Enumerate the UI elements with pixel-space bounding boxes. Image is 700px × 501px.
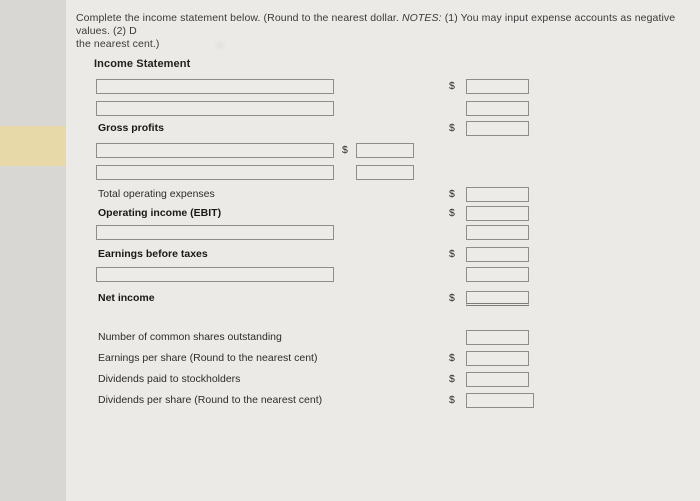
operating-expense-2-amount-input[interactable] <box>356 165 414 180</box>
statement-row <box>94 223 564 246</box>
net-income-amount-input[interactable] <box>466 291 529 306</box>
eps-input[interactable] <box>466 351 529 366</box>
revenue-amount-input[interactable] <box>466 79 529 94</box>
dollar-sign: $ <box>449 352 455 364</box>
shares-outstanding-label: Number of common shares outstanding <box>98 331 282 343</box>
dollar-sign: $ <box>449 394 455 406</box>
dividends-per-share-label: Dividends per share (Round to the nearest cent) <box>98 394 323 406</box>
dollar-sign: $ <box>449 122 455 134</box>
instructions-text <box>76 12 694 51</box>
statement-row <box>94 186 564 205</box>
total-operating-expenses-label: Total operating expenses <box>98 188 215 200</box>
total-operating-expenses-amount-input[interactable] <box>466 187 529 202</box>
dollar-sign: $ <box>449 248 455 260</box>
statement-row <box>94 205 564 223</box>
dollar-sign: $ <box>449 207 455 219</box>
statement-row <box>94 120 564 140</box>
dividends-paid-input[interactable] <box>466 372 529 387</box>
instructions-line2: the nearest cent.) <box>76 38 160 50</box>
statement-title: Income Statement <box>94 58 191 70</box>
instructions-line1-part1: Complete the income statement below. (Round to the nearest dollar. <box>76 12 402 24</box>
statement-row <box>94 328 564 349</box>
earnings-before-taxes-label: Earnings before taxes <box>98 248 208 260</box>
dollar-sign: $ <box>449 373 455 385</box>
taxes-input[interactable] <box>96 267 334 282</box>
dollar-sign: $ <box>342 144 348 156</box>
dollar-sign: $ <box>449 80 455 92</box>
worksheet-sheet <box>66 0 700 501</box>
statement-row <box>94 349 564 370</box>
earnings-before-taxes-amount-input[interactable] <box>466 247 529 262</box>
income-statement-form <box>94 58 564 412</box>
taxes-amount-input[interactable] <box>466 267 529 282</box>
statement-row <box>94 140 564 162</box>
operating-expense-1-input[interactable] <box>96 143 334 158</box>
operating-income-label: Operating income (EBIT) <box>98 207 222 219</box>
revenue-input[interactable] <box>96 79 334 94</box>
gross-profits-amount-input[interactable] <box>466 121 529 136</box>
operating-income-amount-input[interactable] <box>466 206 529 221</box>
dollar-sign: $ <box>449 188 455 200</box>
statement-row <box>94 370 564 391</box>
yellow-highlight-block <box>0 126 66 166</box>
statement-row <box>94 391 564 412</box>
left-margin-strip <box>0 0 66 501</box>
dividends-per-share-input[interactable] <box>466 393 534 408</box>
instructions-notes-label: NOTES: <box>401 12 442 24</box>
statement-row <box>94 76 564 98</box>
operating-expense-1-amount-input[interactable] <box>356 143 414 158</box>
scan-artifact <box>216 43 224 48</box>
net-income-label: Net income <box>98 292 155 304</box>
statement-row <box>94 98 564 120</box>
gross-profits-label: Gross profits <box>98 122 164 134</box>
operating-expense-2-input[interactable] <box>96 165 334 180</box>
statement-row <box>94 162 564 186</box>
instructions-line1-part2: (1) You may input expense accounts as negative values. (2) D <box>76 12 676 37</box>
cogs-input[interactable] <box>96 101 334 116</box>
statement-row <box>94 246 564 265</box>
dividends-paid-label: Dividends paid to stockholders <box>98 373 241 385</box>
shares-outstanding-input[interactable] <box>466 330 529 345</box>
interest-expense-input[interactable] <box>96 225 334 240</box>
statement-row <box>94 288 564 314</box>
eps-label: Earnings per share (Round to the nearest cent) <box>98 352 318 364</box>
interest-expense-amount-input[interactable] <box>466 225 529 240</box>
dollar-sign: $ <box>449 292 455 304</box>
statement-row <box>94 265 564 288</box>
cogs-amount-input[interactable] <box>466 101 529 116</box>
